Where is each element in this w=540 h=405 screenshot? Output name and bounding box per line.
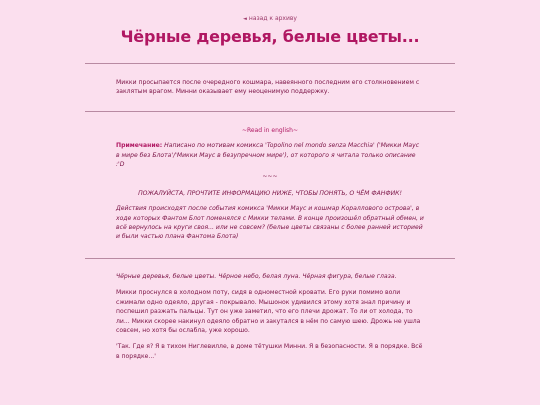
story-paragraph: Микки проснулся в холодном поту, сидя в одноместной кровати. Его руки помимо воли сжимали одно одеяло, другая - покрывало. Мышонок удивился этому хотя знал причину и поспешил разжать пальцы. Тут он уже заметил, что его плечи дрожат. То ли от холода, то ли... Микки скорее накинул одеяло обратно и закутался в нём по самую шею. Дрожь не ушла совсем, но хотя бы ослабла, уже хорошо. <box>116 289 421 334</box>
description-text: Действия происходят после события комикса 'Микки Маус и кошмар Кораллового острова', в ходе которых Фантом Блот поменялся с Микки телами. В конце произошёл обратный обмен, и всё вернулось на круги своя... или не совсем? (белые цветы связаны с более ранней историей и были частью плана Фантома Блота) <box>116 205 424 241</box>
note-paragraph <box>116 141 424 169</box>
note-label: Примечание: <box>116 142 163 150</box>
story-paragraph: 'Так. Где я? Я в тихом Ниглевилле, в доме тётушки Минни. Я в безопасности. Я в порядке. Всё в порядке...' <box>116 343 423 360</box>
divider <box>85 258 455 259</box>
story-paragraph: Чёрные деревья, белые цветы. Чёрное небо, белая луна. Чёрная фигура, белые глаза. <box>116 272 397 280</box>
note-text: Написано по мотивам комикса 'Topolino nel mondo senza Macchia' ('Микки Маус в мире без Блота'/'Микки Маус в безупречном мире'), от которого я читала только описание :'D <box>116 142 420 169</box>
read-english-link[interactable]: ~Read in english~ <box>242 126 298 134</box>
divider <box>85 63 455 64</box>
warning-text: ПОЖАЛУЙСТА, ПРОЧТИТЕ ИНФОРМАЦИЮ НИЖЕ, ЧТОБЫ ПОНЯТЬ, О ЧЁМ ФАНФИК! <box>138 189 402 197</box>
summary-text: Микки просыпается после очередного кошмара, навеянного последним его столкновением с заклятым врагом. Минни оказывает ему неоценимую поддержку. <box>116 79 420 96</box>
back-link[interactable] <box>0 0 540 25</box>
story-text <box>116 272 424 361</box>
page-title: Чёрные деревья, белые цветы... <box>120 27 420 46</box>
section-dashes: ~~~ <box>262 173 278 181</box>
back-arrow-icon: ◄ <box>243 16 247 22</box>
back-link-label: назад к архиву <box>248 15 297 22</box>
divider <box>85 111 455 112</box>
